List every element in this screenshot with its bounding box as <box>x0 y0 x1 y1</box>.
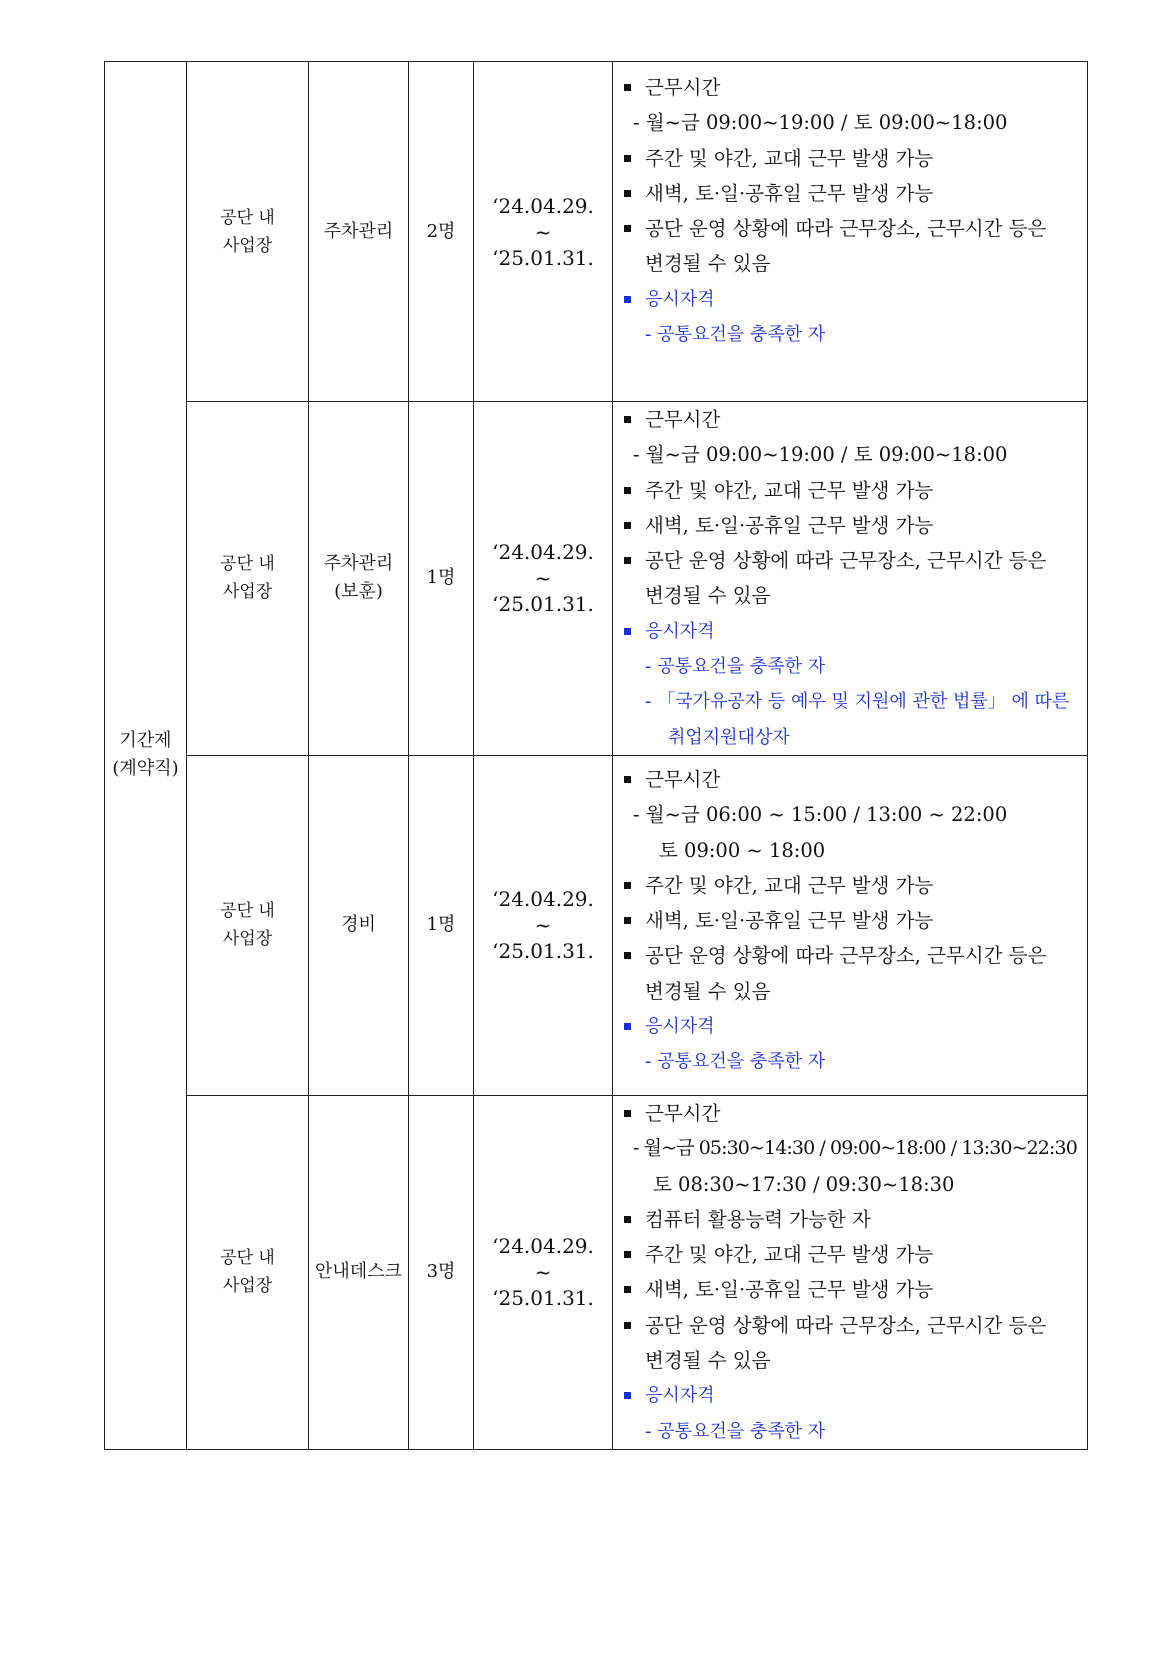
headcount-cell: 3명 <box>409 1095 474 1449</box>
bullet-work-hours: 근무시간 <box>621 402 1081 437</box>
period-cell: ‘24.04.29. ~ ‘25.01.31. <box>474 402 613 756</box>
job-cell: 주차관리 (보훈) <box>309 402 409 756</box>
bullet-work-hours: 근무시간 <box>621 70 1081 105</box>
recruitment-table <box>104 61 1088 1450</box>
table-row <box>105 1095 1088 1449</box>
job-cell: 주차관리 <box>309 62 409 402</box>
bullet-work-hours: 근무시간 <box>621 1096 1081 1131</box>
location-cell: 공단 내 사업장 <box>187 1095 309 1449</box>
table-row <box>105 755 1088 1095</box>
job-cell: 안내데스크 <box>309 1095 409 1449</box>
employment-type: 기간제 <box>119 730 172 752</box>
details-cell: 근무시간 - 월~금 09:00~19:00 / 토 09:00~18:00 주간 및 야간, 교대 근무 발생 가능 새벽, 토·일·공휴일 근무 발생 가능 공단 운영 상황에 따라 근무장소, 근무시간 등은 변경될 수 있음 응시자격 - 공통요건을 충족한 자 - 「국가유공자 등 예우 및 지원에 관한 법률」 에 따른 취업지원대상자 <box>613 402 1088 756</box>
job-cell: 경비 <box>309 755 409 1095</box>
bullet-eligibility: 응시자격 <box>621 1378 1081 1413</box>
headcount-cell: 2명 <box>409 62 474 402</box>
details-cell: 근무시간 - 월~금 09:00~19:00 / 토 09:00~18:00 주간 및 야간, 교대 근무 발생 가능 새벽, 토·일·공휴일 근무 발생 가능 공단 운영 상황에 따라 근무장소, 근무시간 등은 변경될 수 있음 응시자격 - 공통요건을 충족한 자 <box>613 62 1088 402</box>
employment-type-sub: (계약직) <box>112 758 179 780</box>
details-cell: 근무시간 - 월~금 05:30~14:30 / 09:00~18:00 / 13:30~22:30 토 08:30~17:30 / 09:30~18:30 컴퓨터 활용능력 가능한 자 주간 및 야간, 교대 근무 발생 가능 새벽, 토·일·공휴일 근무 발생 가능 공단 운영 상황에 따라 근무장소, 근무시간 등은 변경될 수 있음 응시자격 - 공통요건을 충족한 자 <box>613 1095 1088 1449</box>
location-cell: 공단 내 사업장 <box>187 62 309 402</box>
bullet-eligibility: 응시자격 <box>621 1009 1081 1044</box>
employment-type-cell <box>105 62 187 1450</box>
headcount-cell: 1명 <box>409 755 474 1095</box>
location-cell: 공단 내 사업장 <box>187 755 309 1095</box>
table-row <box>105 402 1088 756</box>
location-cell: 공단 내 사업장 <box>187 402 309 756</box>
bullet-eligibility: 응시자격 <box>621 282 1081 317</box>
bullet-work-hours: 근무시간 <box>621 762 1081 797</box>
period-cell: ‘24.04.29. ~ ‘25.01.31. <box>474 62 613 402</box>
period-cell: ‘24.04.29. ~ ‘25.01.31. <box>474 755 613 1095</box>
bullet-eligibility: 응시자격 <box>621 614 1081 649</box>
headcount-cell: 1명 <box>409 402 474 756</box>
period-cell: ‘24.04.29. ~ ‘25.01.31. <box>474 1095 613 1449</box>
table-row <box>105 62 1088 402</box>
details-cell: 근무시간 - 월~금 06:00 ~ 15:00 / 13:00 ~ 22:00 토 09:00 ~ 18:00 주간 및 야간, 교대 근무 발생 가능 새벽, 토·일·공휴일 근무 발생 가능 공단 운영 상황에 따라 근무장소, 근무시간 등은 변경될 수 있음 응시자격 - 공통요건을 충족한 자 <box>613 755 1088 1095</box>
